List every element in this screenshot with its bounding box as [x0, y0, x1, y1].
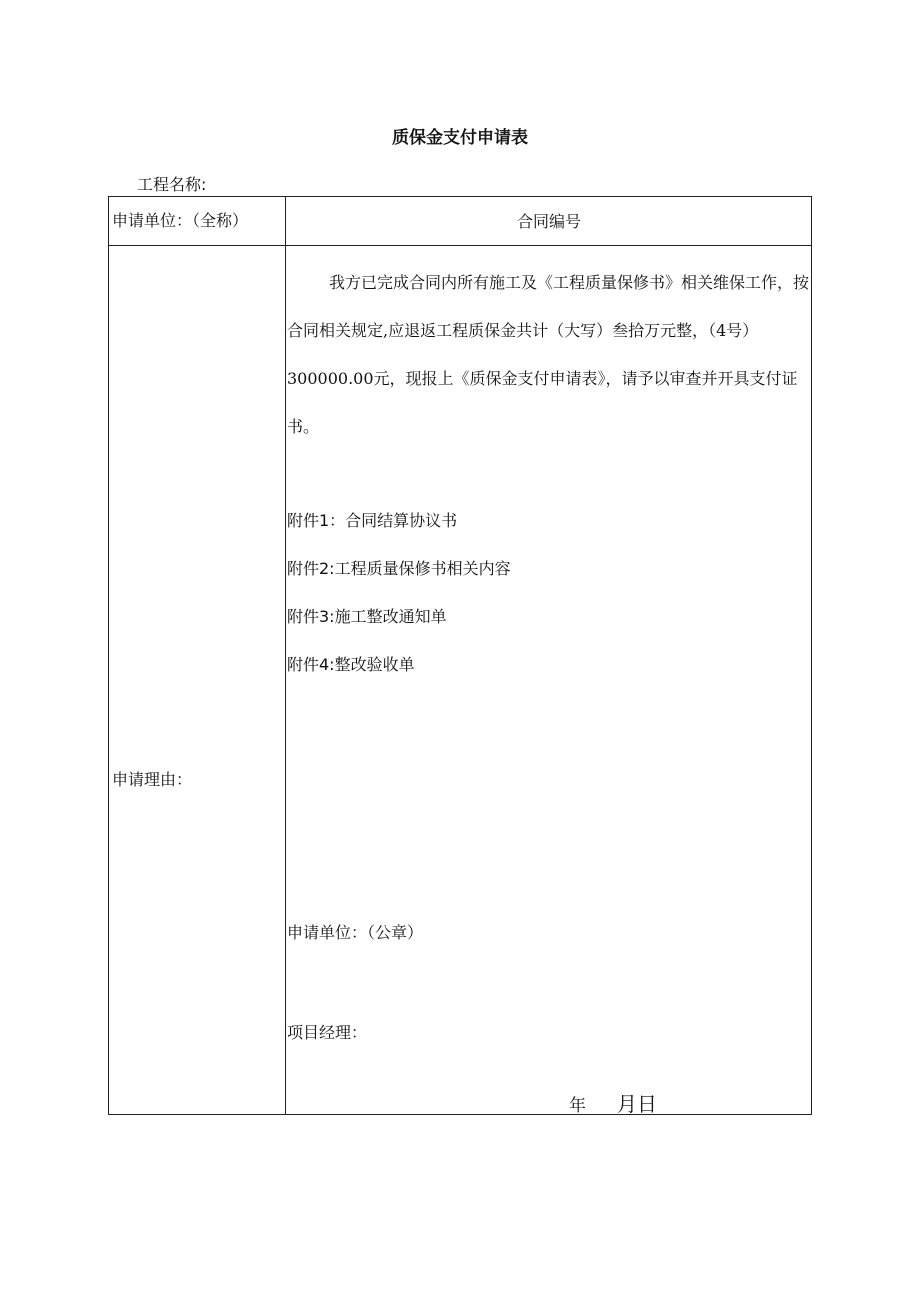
application-form-table: [108, 196, 812, 1115]
contract-number-label: 合同编号: [516, 212, 581, 231]
column-divider: [285, 197, 286, 1114]
attachment-item: 附件3:施工整改通知单: [287, 607, 447, 626]
application-reason-label: 申请理由：: [112, 770, 193, 789]
document-title: 质保金支付申请表: [392, 128, 528, 148]
header-row-divider: [109, 245, 811, 246]
project-name-label: 工程名称:: [137, 175, 207, 194]
application-body-text: [287, 259, 809, 451]
attachment-item: 附件2:工程质量保修书相关内容: [287, 559, 511, 578]
body-text-content: 我方已完成合同内所有施工及《工程质量保修书》相关维保工作，按合同相关规定,应退返工程质保金共计（大写）叁拾万元整，（4号）300000.00元，现报上《质保金支付申请表》，请予以审查并开具支付证书。: [287, 273, 810, 436]
applicant-label: 申请单位：（全称）: [112, 211, 249, 230]
date-month-day-label: 月日: [617, 1092, 657, 1116]
project-manager-label: 项目经理：: [287, 1023, 368, 1042]
attachment-item: 附件4:整改验收单: [287, 655, 415, 674]
seal-label: 申请单位：（公章）: [287, 923, 424, 942]
attachment-item: 附件1：合同结算协议书: [287, 511, 458, 530]
date-year-label: 年: [569, 1096, 586, 1116]
